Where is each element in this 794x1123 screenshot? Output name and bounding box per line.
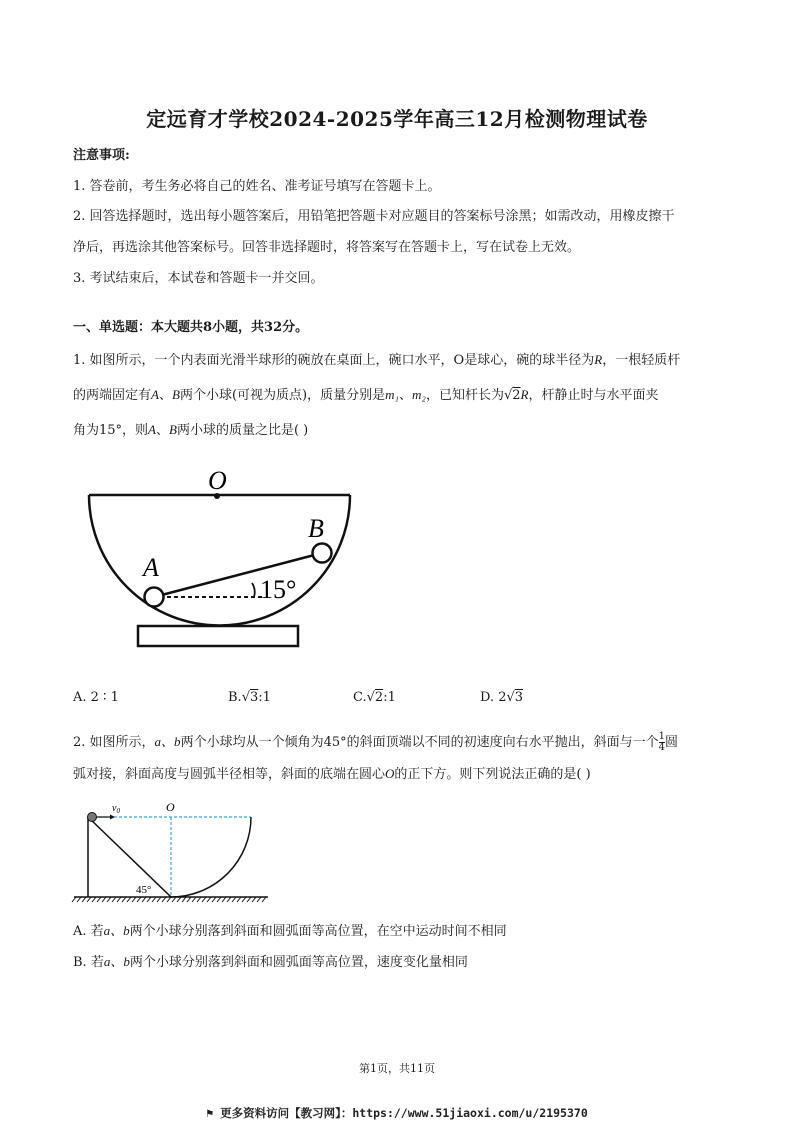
q1-line-1: 1. 如图所示，一个内表面光滑半球形的碗放在桌面上，碗口水平，O是球心，碗的球半径为R，一根轻质杆 [73, 352, 681, 368]
q1-option-d[interactable]: D. 2√3 [480, 690, 524, 705]
q1-line-3: 角为15°，则A、B两小球的质量之比是( ) [73, 422, 309, 438]
notice-item-2b: 净后，再选涂其他答案标号。回答非选择题时，将答案写在答题卡上，写在试卷上无效。 [73, 240, 581, 255]
incline-figure [70, 795, 280, 910]
label-a: A [143, 553, 159, 582]
ball-b [313, 544, 332, 563]
exam-title: 定远育才学校2024-2025学年高三12月检测物理试卷 [146, 107, 648, 131]
q2-line-1: 2. 如图所示，a、b两个小球均从一个倾角为45°的斜面顶端以不同的初速度向右水平抛出，斜面与一个 $\frac{1}{4}$ 圆 [73, 731, 678, 753]
projectile-ball [88, 813, 97, 822]
bowl-figure [80, 455, 370, 655]
q1-option-c[interactable]: C.√2:1 [353, 690, 396, 705]
table [138, 626, 298, 646]
angle-label: 15° [260, 575, 297, 604]
velocity-arrowhead [110, 815, 115, 820]
flag-icon: ⚑ [206, 1106, 221, 1120]
q2-option-b[interactable]: B. 若a、b两个小球分别落到斜面和圆弧面等高位置，速度变化量相同 [73, 954, 468, 970]
rod [154, 553, 322, 597]
angle-arc [252, 583, 255, 597]
page-number: 第1页，共11页 [359, 1062, 435, 1075]
q1-option-b[interactable]: B.√3:1 [228, 690, 271, 705]
notice-heading: 注意事项: [73, 148, 130, 163]
label-v0: $v_0$ [112, 803, 120, 815]
section-heading: 一、单选题：本大题共8小题，共32分。 [73, 320, 309, 335]
label-b: B [308, 514, 324, 543]
q2-option-a[interactable]: A. 若a、b两个小球分别落到斜面和圆弧面等高位置，在空中运动时间不相同 [73, 923, 507, 939]
ball-a [145, 588, 164, 607]
promo-link[interactable]: ⚑ 更多资料访问【教习网】：https://www.51jiaoxi.com/u/2195370 [206, 1106, 588, 1120]
incline-slope [88, 817, 171, 897]
notice-item-3: 3. 考试结束后，本试卷和答题卡一并交回。 [73, 271, 324, 286]
label-o: O [208, 466, 227, 495]
q1-option-a[interactable]: A. 2 ∶ 1 [73, 690, 119, 705]
label-45: 45° [136, 884, 152, 896]
q1-line-2: 的两端固定有A、B两个小球(可视为质点)，质量分别是m₁、m₂，已知杆长为√2R，杆静止时与水平面夹 [73, 387, 659, 403]
label-o2: O [166, 800, 175, 814]
quarter-arc [171, 817, 251, 897]
q2-line-2: 弧对接，斜面高度与圆弧半径相等，斜面的底端在圆心O的正下方。则下列说法正确的是( ) [73, 766, 591, 782]
notice-item-1: 1. 答卷前，考生务必将自己的姓名、准考证号填写在答题卡上。 [73, 179, 441, 194]
notice-item-2a: 2. 回答选择题时，选出每小题答案后，用铅笔把答题卡对应题目的答案标号涂黑；如需改动，用橡皮擦干 [73, 209, 675, 224]
